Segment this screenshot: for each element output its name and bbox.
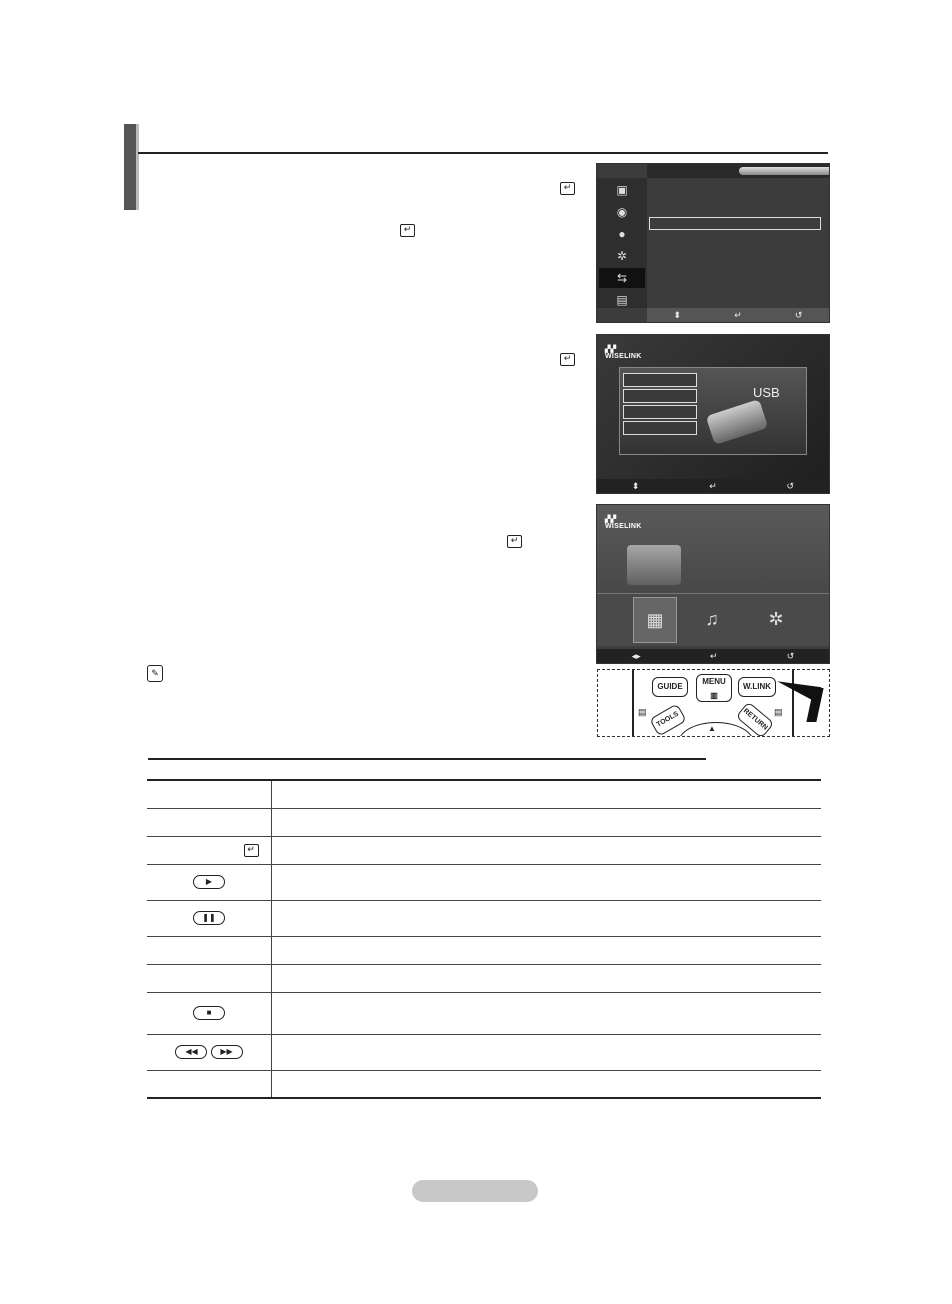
table-cell bbox=[272, 992, 822, 1034]
table-cell bbox=[147, 992, 272, 1034]
table-cell bbox=[272, 864, 822, 900]
source-option[interactable] bbox=[623, 421, 697, 435]
play-icon: ▶ bbox=[193, 875, 225, 889]
setup-icon[interactable]: ✲ bbox=[768, 608, 784, 629]
camera-image bbox=[627, 545, 681, 585]
enter-icon: ↵ bbox=[709, 650, 718, 661]
table-cell bbox=[147, 936, 272, 964]
note-icon: ✎ bbox=[147, 665, 163, 682]
guide-button[interactable]: GUIDE bbox=[652, 677, 688, 697]
up-down-arrow-icon: ⬍ bbox=[673, 309, 682, 320]
menu-footer bbox=[647, 308, 829, 322]
sound-icon[interactable]: ◉ bbox=[616, 205, 628, 219]
rewind-icon: ◀◀ bbox=[175, 1045, 207, 1059]
up-arrow-icon: ▲ bbox=[708, 724, 716, 733]
picture-icon[interactable]: ▣ bbox=[616, 183, 628, 197]
enter-icon: ↵ bbox=[400, 224, 415, 237]
return-icon: ↺ bbox=[794, 309, 803, 320]
setup-icon[interactable]: ✲ bbox=[616, 249, 628, 263]
enter-icon: ↵ bbox=[709, 480, 717, 491]
menu-selection-highlight[interactable] bbox=[649, 217, 821, 230]
table-cell bbox=[272, 808, 822, 836]
enter-icon: ↵ bbox=[734, 309, 742, 320]
menu-title-pill bbox=[739, 167, 830, 175]
info-icon: ▤ bbox=[774, 707, 783, 717]
table-cell bbox=[147, 900, 272, 936]
table-cell bbox=[147, 836, 272, 864]
menu-button[interactable]: MENU ▥ bbox=[696, 674, 732, 702]
enter-icon: ↵ bbox=[244, 844, 259, 857]
table-cell bbox=[147, 1070, 272, 1098]
page-number-pill bbox=[412, 1180, 538, 1202]
wlink-button[interactable]: W.LINK bbox=[738, 677, 776, 697]
table-cell bbox=[272, 1034, 822, 1070]
table-cell bbox=[272, 936, 822, 964]
menu-title-bar bbox=[647, 164, 829, 178]
usb-footer bbox=[597, 479, 829, 493]
usb-label: USB bbox=[753, 385, 780, 400]
input-icon[interactable]: ⇆ bbox=[599, 268, 645, 288]
info-icon: ▤ bbox=[638, 707, 647, 717]
table-cell bbox=[147, 864, 272, 900]
remote-illustration bbox=[597, 669, 830, 737]
up-down-arrow-icon: ⬍ bbox=[631, 480, 640, 491]
return-button[interactable]: RETURN bbox=[736, 701, 775, 737]
wiselink-home-screen bbox=[596, 504, 830, 664]
source-option[interactable] bbox=[623, 373, 697, 387]
fast-forward-icon: ▶▶ bbox=[211, 1045, 243, 1059]
source-option[interactable] bbox=[623, 389, 697, 403]
pause-icon: ❚❚ bbox=[193, 911, 225, 925]
tv-menu-screen bbox=[596, 163, 830, 323]
left-right-arrow-icon: ◂▸ bbox=[631, 650, 641, 661]
home-footer bbox=[597, 649, 829, 663]
music-icon[interactable]: ♫ bbox=[705, 608, 719, 629]
stop-icon: ■ bbox=[193, 1006, 225, 1020]
wiselink-logo: ▞▞ WISELINK bbox=[605, 516, 642, 530]
remote-edge bbox=[632, 670, 634, 736]
tools-button[interactable]: TOOLS bbox=[649, 703, 687, 736]
wiselink-logo: ▞▞ WISELINK bbox=[605, 346, 642, 360]
section-rule bbox=[138, 152, 828, 154]
enter-icon: ↵ bbox=[507, 535, 522, 548]
digital-icon[interactable]: ▤ bbox=[616, 293, 628, 307]
usb-source-screen bbox=[596, 334, 830, 494]
menu-label: MENU bbox=[702, 677, 726, 686]
directional-pad[interactable] bbox=[678, 722, 754, 737]
return-icon: ↺ bbox=[786, 650, 795, 661]
enter-icon: ↵ bbox=[560, 353, 575, 366]
source-option[interactable] bbox=[623, 405, 697, 419]
return-icon: ↺ bbox=[786, 480, 795, 491]
table-cell bbox=[272, 780, 822, 808]
photo-icon[interactable]: ▦ bbox=[633, 597, 677, 643]
table-cell bbox=[272, 900, 822, 936]
table-cell bbox=[147, 1034, 272, 1070]
table-cell bbox=[147, 964, 272, 992]
table-cell bbox=[272, 964, 822, 992]
table-cell bbox=[147, 780, 272, 808]
section-marker bbox=[124, 124, 139, 210]
table-cell bbox=[272, 836, 822, 864]
channel-icon[interactable]: ● bbox=[618, 227, 626, 241]
controls-table bbox=[147, 779, 821, 1099]
table-title-rule bbox=[148, 758, 706, 760]
enter-icon: ↵ bbox=[560, 182, 575, 195]
table-cell bbox=[272, 1070, 822, 1098]
table-cell bbox=[147, 808, 272, 836]
